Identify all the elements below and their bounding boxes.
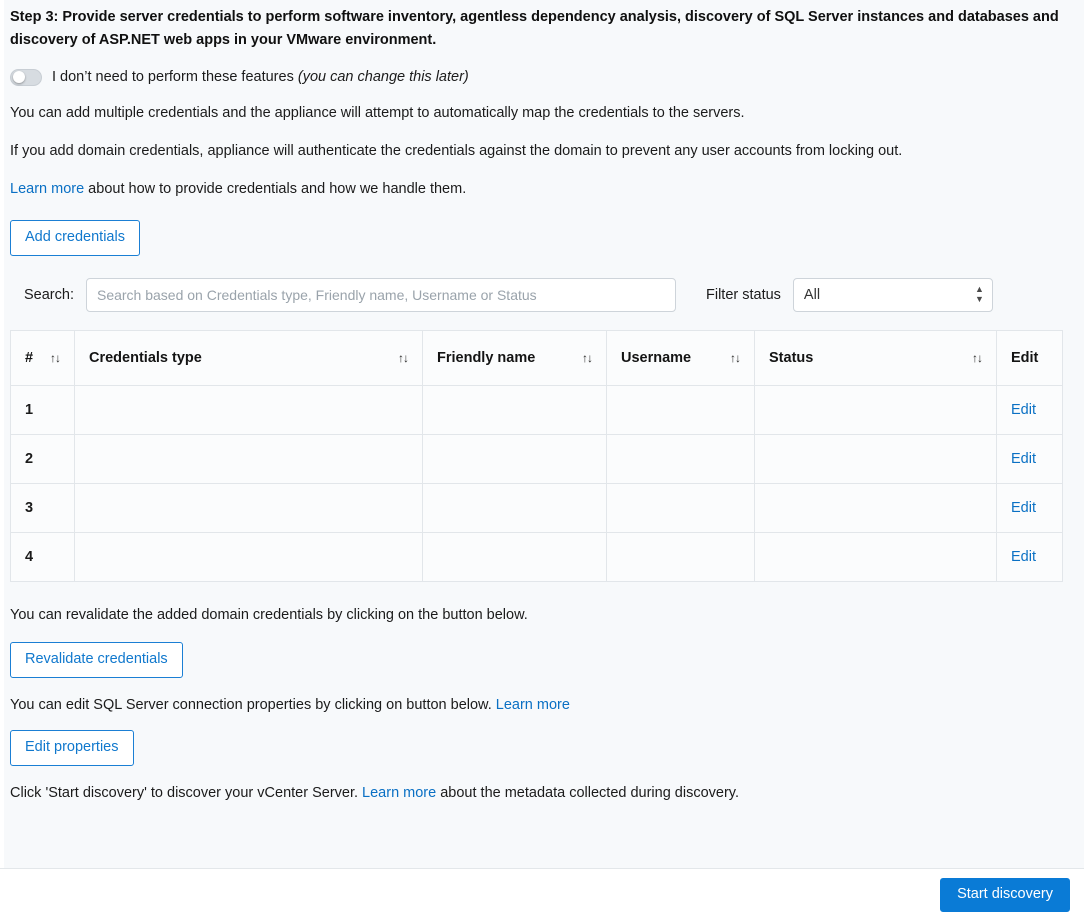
revalidate-note: You can revalidate the added domain credentials by clicking on the button below. (10, 607, 528, 623)
credentials-table (10, 330, 1063, 582)
page-title: Step 3: Provide server credentials to perform software inventory, agentless dependency analysis, discovery of SQL Server instances and databases and discovery of ASP.NET web apps in your VMware environment. (10, 9, 1059, 49)
revalidate-wrap (10, 642, 1074, 678)
start-discovery-note-pre: Click 'Start discovery' to discover your vCenter Server. (10, 784, 363, 801)
cell-credentials-type (75, 484, 423, 533)
cell-edit (997, 533, 1063, 582)
credentials-learn-more-rest: about how to provide credentials and how we handle them. (84, 181, 467, 198)
sort-icon[interactable]: ↑↓ (582, 351, 592, 365)
cell-index: 3 (11, 484, 75, 533)
col-index (11, 331, 75, 386)
col-status (755, 331, 997, 386)
cell-credentials-type (75, 386, 423, 435)
footer-bar (0, 868, 1084, 920)
sort-icon[interactable]: ↑↓ (972, 351, 982, 365)
search-filter-row (10, 278, 1074, 312)
edit-properties-button[interactable]: Edit properties (10, 730, 134, 766)
cell-index: 1 (11, 386, 75, 435)
info-paragraph-2: If you add domain credentials, appliance will authenticate the credentials against the domain to prevent any user accounts from locking out. (10, 143, 903, 159)
col-friendly-name-label: Friendly name (437, 350, 536, 366)
discovery-learn-more-link[interactable]: Learn more (362, 784, 437, 801)
col-edit-label: Edit (1011, 350, 1039, 366)
cell-username (607, 435, 755, 484)
credentials-table-body (11, 386, 1063, 582)
left-rail (0, 0, 4, 920)
cell-index: 2 (11, 435, 75, 484)
skip-features-toggle-row (10, 69, 1074, 86)
col-username (607, 331, 755, 386)
start-discovery-note (10, 782, 940, 804)
skip-features-toggle[interactable] (10, 69, 42, 86)
cell-friendly-name (423, 386, 607, 435)
chevron-updown-icon: ▲ ▼ (975, 284, 984, 304)
filter-status-select-wrap (793, 278, 993, 312)
col-index-label: # (25, 350, 34, 366)
start-discovery-note-post: about the metadata collected during discovery. (436, 784, 740, 801)
row-edit-link[interactable]: Edit (1011, 549, 1036, 565)
cell-credentials-type (75, 533, 423, 582)
skip-features-label-text: I don’t need to perform these features (52, 69, 294, 86)
cell-status (755, 386, 997, 435)
cell-index: 4 (11, 533, 75, 582)
col-status-label: Status (769, 350, 814, 366)
search-label: Search: (24, 287, 74, 303)
sort-icon[interactable]: ↑↓ (730, 351, 740, 365)
col-friendly-name (423, 331, 607, 386)
row-edit-link[interactable]: Edit (1011, 402, 1036, 418)
info-paragraph-1: You can add multiple credentials and the appliance will attempt to automatically map the credentials to the servers. (10, 104, 745, 121)
info-paragraph-3 (10, 178, 940, 200)
filter-status-select[interactable] (793, 278, 993, 312)
search-input[interactable] (86, 278, 676, 312)
col-credentials-type-label: Credentials type (89, 350, 202, 366)
sql-properties-learn-more-link[interactable]: Learn more (495, 696, 570, 713)
cell-edit (997, 435, 1063, 484)
filter-status-label: Filter status (705, 287, 781, 303)
cell-edit (997, 386, 1063, 435)
cell-edit (997, 484, 1063, 533)
credentials-table-head (11, 331, 1063, 386)
cell-credentials-type (75, 435, 423, 484)
edit-properties-note (10, 694, 940, 716)
cell-friendly-name (423, 484, 607, 533)
edit-properties-note-text: You can edit SQL Server connection properties by clicking on button below. (10, 696, 496, 713)
cell-status (755, 484, 997, 533)
skip-features-label-note: (you can change this later) (297, 69, 469, 86)
sort-icon[interactable]: ↑↓ (50, 351, 60, 365)
skip-features-label (52, 69, 469, 85)
cell-status (755, 435, 997, 484)
cell-username (607, 484, 755, 533)
cell-friendly-name (423, 533, 607, 582)
table-header-row (11, 331, 1063, 386)
row-edit-link[interactable]: Edit (1011, 500, 1036, 516)
add-credentials-wrap (10, 220, 1074, 256)
col-edit (997, 331, 1063, 386)
sort-icon[interactable]: ↑↓ (398, 351, 408, 365)
cell-username (607, 386, 755, 435)
revalidate-credentials-button[interactable]: Revalidate credentials (10, 642, 183, 678)
cell-username (607, 533, 755, 582)
toggle-knob (13, 71, 25, 83)
start-discovery-button[interactable]: Start discovery (940, 878, 1070, 912)
col-credentials-type (75, 331, 423, 386)
table-row (11, 484, 1063, 533)
credentials-learn-more-link[interactable]: Learn more (10, 181, 85, 198)
table-row (11, 435, 1063, 484)
cell-friendly-name (423, 435, 607, 484)
add-credentials-button[interactable]: Add credentials (10, 220, 140, 256)
edit-properties-wrap (10, 730, 1074, 766)
table-row (11, 533, 1063, 582)
cell-status (755, 533, 997, 582)
row-edit-link[interactable]: Edit (1011, 451, 1036, 467)
col-username-label: Username (621, 350, 692, 366)
table-row (11, 386, 1063, 435)
